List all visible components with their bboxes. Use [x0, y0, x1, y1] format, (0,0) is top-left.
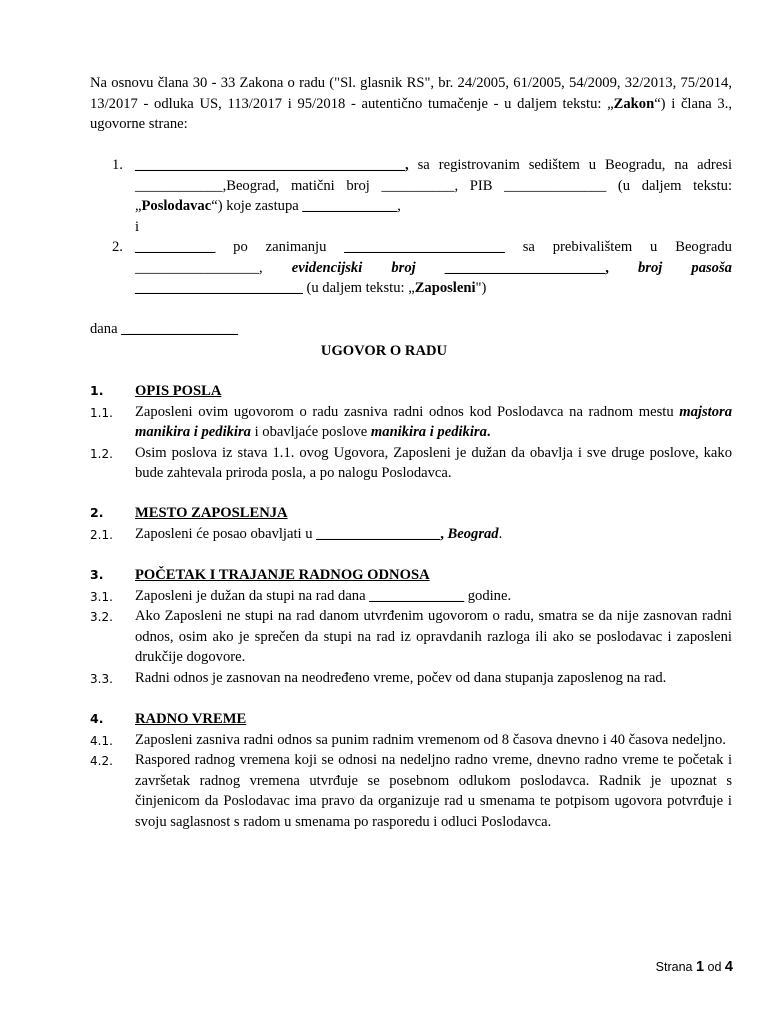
current-page: 1 — [695, 959, 705, 975]
clause-text-part: i obavljaće poslove — [250, 424, 371, 440]
clause-number: 3.3. — [90, 671, 113, 686]
party-1-text-2: ____________,Beograd, matični broj __________, PIB ______________ (u daljem tekstu: — [135, 177, 732, 194]
clause-text — [135, 586, 732, 607]
section-title: POČETAK I TRAJANJE RADNOG ODNOSA — [135, 567, 430, 583]
clause-1-2 — [90, 443, 732, 484]
zakon-term: Zakon — [613, 95, 655, 112]
date-line — [90, 319, 238, 340]
party-2-body — [135, 237, 732, 299]
party-2-text-end-2: ") — [475, 280, 487, 296]
clause-2-1 — [90, 524, 732, 545]
section-title: MESTO ZAPOSLENJA — [135, 505, 288, 521]
clause-number: 1.1. — [90, 405, 113, 420]
clause-number: 4.1. — [90, 733, 113, 748]
word-zanimanju: zanimanju — [265, 239, 327, 255]
section-heading — [90, 565, 732, 586]
evid-number-blank: ______________________, — [444, 259, 609, 276]
clause-4-1 — [90, 730, 732, 751]
clause-text: Radni odnos je zasnovan na neodređeno vreme, počev od dana stupanja zaposlenog na rad. — [135, 669, 667, 686]
clause-3-1 — [90, 586, 732, 607]
clause-3-3 — [90, 668, 732, 689]
clause-1-1 — [90, 402, 732, 443]
word-sa: sa — [522, 239, 535, 255]
party-2-line-2 — [135, 258, 732, 279]
document-title: UGOVOR O RADU — [320, 343, 448, 359]
section-number: 1. — [90, 383, 104, 398]
start-date-blank: _____________ — [369, 587, 465, 604]
party-2-line-3 — [135, 278, 732, 299]
section-number: 2. — [90, 505, 104, 520]
comma: , — [397, 198, 401, 214]
label-broj-2: broj — [638, 259, 663, 276]
word-prebivalistem: prebivalištem — [552, 239, 633, 255]
intro-text-after: “) i člana 3., ugovorne strane: — [90, 95, 733, 132]
label-pasosa: pasoša — [691, 259, 732, 276]
intro-text-before: Na osnovu člana 30 - 33 Zakona o radu ("Sl. glasnik RS", br. 24/2005, 61/2005, 54/2009, 32/2013, 75/2014, 13/2017 - odluka US, 113/2017 i 95/2018 - autentično tumačenje - u daljem tekstu: „ — [90, 75, 732, 112]
party-2-number: 2. — [112, 239, 123, 255]
clause-text-part: Zaposleni će posao obavljati u — [135, 525, 317, 542]
zaposleni-term: Zaposleni — [414, 280, 476, 296]
address-blank: _________________, — [135, 259, 263, 276]
party-1 — [112, 155, 732, 237]
label-evidencijski: evidencijski — [291, 259, 363, 276]
intro-paragraph — [90, 73, 732, 135]
clause-text — [135, 524, 732, 545]
quote-open: „ — [135, 198, 142, 214]
section-heading — [90, 503, 732, 524]
clause-text: Ako Zaposleni ne stupi na rad danom utvrđenim ugovorom o radu, smatra se da nije zasnovan radni odnos, osim ako je sprečen da stupi na rad iz opravdanih razloga ili ako se poslodavac i zaposleni drukčije dogovore. — [135, 608, 732, 665]
clause-number: 4.2. — [90, 754, 113, 768]
party-1-text-1: sa registrovanim sedištem u Beogradu, na adresi — [408, 157, 732, 173]
date-blank: ________________ — [121, 321, 238, 337]
page-number-footer — [656, 957, 733, 978]
clause-number: 3.1. — [90, 589, 113, 604]
party-1-line-2 — [135, 176, 732, 197]
section-number: 4. — [90, 711, 104, 726]
party-2 — [112, 237, 732, 299]
clause-text-part: Zaposleni je dužan da stupi na rad dana — [135, 587, 370, 604]
label-broj: broj — [391, 259, 416, 276]
clause-text: Raspored radnog vremena koji se odnosi na nedeljno radno vreme, dnevno radno vreme te početak i završetak radnog vremena utvrđuje se posebnom odlukom poslodavca. Radnik je upoznat s činjenicom da Poslodavac ima pravo da organizuje rad u smenama te potpisom ugovora potvrđuje i svoju saglasnost s radom u smenama po rasporedu i odluci Poslodavca. — [135, 752, 732, 830]
clause-text-part: Zaposleni ovim ugovorom o radu zasniva radni odnos kod Poslodavca na radnom mestu — [135, 403, 680, 420]
clause-3-2 — [90, 606, 732, 668]
date-label: dana — [90, 321, 122, 337]
word-u: u — [650, 239, 658, 255]
section-heading — [90, 709, 732, 730]
section-radno-vreme — [90, 709, 732, 832]
party-1-line-3 — [135, 196, 732, 217]
party-1-body — [135, 155, 732, 237]
employee-name-blank: ___________ — [135, 239, 216, 255]
poslodavac-term: Poslodavac — [141, 198, 212, 214]
workplace-blank: _________________, — [316, 525, 444, 542]
section-mesto-zaposlenja — [90, 503, 732, 544]
section-number: 3. — [90, 567, 104, 582]
employer-name-blank: _____________________________________, — [135, 157, 409, 173]
period: . — [498, 525, 503, 542]
job-title: majstora manikira i pedikira — [135, 403, 732, 440]
occupation-blank: ______________________ — [344, 239, 505, 255]
section-pocetak-trajanje — [90, 565, 732, 688]
word-beogradu: Beogradu — [675, 239, 732, 255]
period: . — [486, 424, 491, 440]
clause-text — [135, 402, 732, 443]
total-pages: 4 — [724, 959, 733, 975]
clause-number: 2.1. — [90, 527, 113, 542]
passport-blank: _______________________ — [135, 280, 303, 296]
conjunction-i: i — [135, 218, 140, 235]
representative-blank: _____________ — [302, 198, 398, 214]
clause-number: 1.2. — [90, 446, 113, 461]
clause-text-part: godine. — [464, 587, 512, 604]
word-po: po — [233, 239, 248, 255]
footer-of: od — [704, 960, 725, 974]
section-opis-posla — [90, 381, 732, 484]
party-1-text-3: “) koje zastupa — [211, 198, 303, 214]
party-2-text-end-1: (u daljem tekstu: „ — [302, 280, 415, 296]
section-heading — [90, 381, 732, 402]
footer-label: Strana — [655, 960, 696, 974]
party-1-number: 1. — [112, 157, 123, 173]
section-title: OPIS POSLA — [135, 383, 222, 399]
city-beograd: Beograd — [443, 525, 499, 542]
section-title: RADNO VREME — [135, 711, 247, 727]
party-2-line-1 — [135, 237, 732, 258]
clause-number: 3.2. — [90, 610, 113, 624]
clause-text: Osim poslova iz stava 1.1. ovog Ugovora, Zaposleni je dužan da obavlja i sve druge poslove, kako bude zahtevala priroda posla, a po nalogu Poslodavca. — [135, 444, 732, 481]
party-1-line-1 — [135, 155, 732, 176]
clause-4-2 — [90, 750, 732, 832]
clause-text: Zaposleni zasniva radni odnos sa punim radnim vremenom od 8 časova dnevno i 40 časova nedeljno. — [135, 731, 726, 748]
job-duties: manikira i pedikira — [370, 424, 487, 440]
